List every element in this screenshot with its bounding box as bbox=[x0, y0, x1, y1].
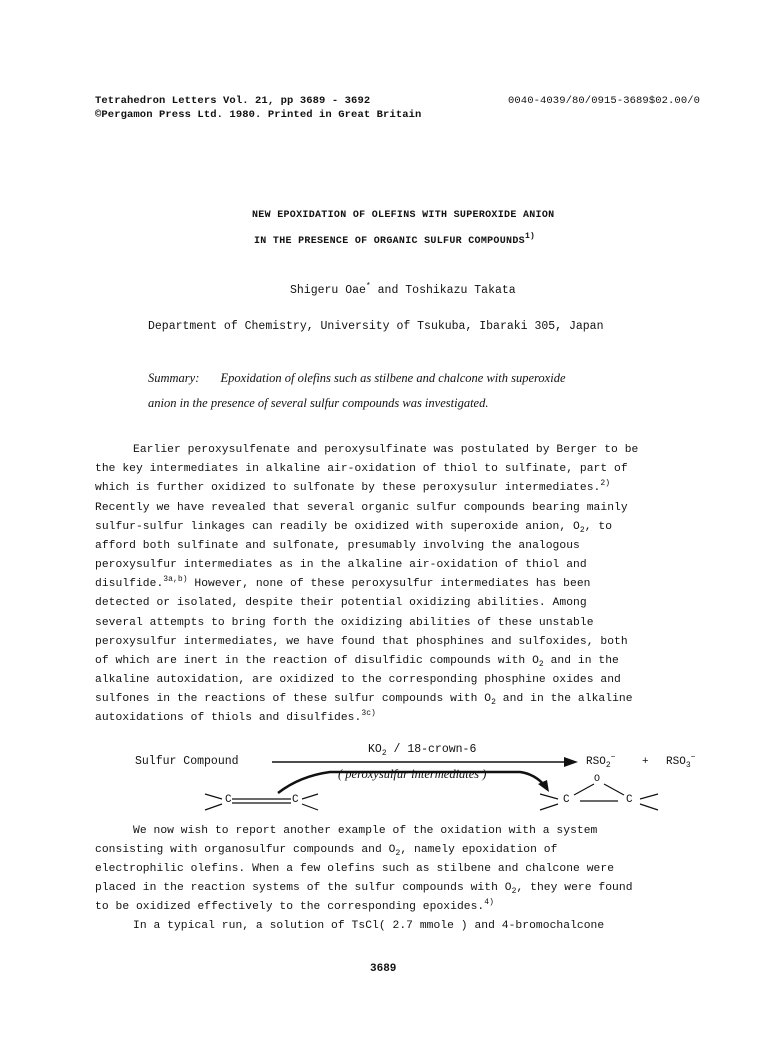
p1-line-14b: and in the alkaline bbox=[495, 693, 633, 705]
p1-line-4: Recently we have revealed that several organic sulfur compounds bearing mainly bbox=[95, 502, 628, 514]
summary-line-2: anion in the presence of several sulfur compounds was investigated. bbox=[148, 396, 489, 410]
p2-line-1: We now wish to report another example of the oxidation with a system bbox=[133, 825, 598, 837]
p1-line-11: peroxysulfur intermediates, we have found that phosphines and sulfoxides, both bbox=[95, 636, 628, 648]
reagent-ko: KO bbox=[368, 743, 382, 756]
intermediate-label: ( peroxysulfur intermediates ) bbox=[338, 767, 487, 781]
olefin-sub-bond bbox=[205, 794, 222, 799]
product-sulfonate bbox=[666, 753, 696, 770]
p2-line-2b: , namely epoxidation of bbox=[400, 844, 558, 856]
p1-line-2: the key intermediates in alkaline air-oxidation of thiol to sulfinate, part of bbox=[95, 463, 628, 475]
corresponding-star: * bbox=[365, 282, 371, 291]
publisher-line: ©Pergamon Press Ltd. 1980. Printed in Great Britain bbox=[95, 109, 422, 121]
p1-line-1: Earlier peroxysulfenate and peroxysulfinate was postulated by Berger to be bbox=[133, 444, 639, 456]
sulfinate-charge: − bbox=[610, 753, 616, 762]
sulfinate-sub: 2 bbox=[605, 761, 611, 770]
reactant-label: Sulfur Compound bbox=[135, 755, 239, 768]
epoxide-sub-bond bbox=[640, 794, 658, 799]
ref-4: 4) bbox=[484, 898, 494, 907]
author-connector: and bbox=[377, 284, 399, 297]
o2-sub: 2 bbox=[491, 698, 496, 707]
p1-line-5a: sulfur-sulfur linkages can readily be oxidized with superoxide anion, O bbox=[95, 521, 580, 533]
author-2: Toshikazu Takata bbox=[405, 284, 516, 297]
o2-sub: 2 bbox=[395, 849, 401, 858]
p1-line-15-text: autoxidations of thiols and disulfides. bbox=[95, 712, 362, 724]
sulfinate-text: RSO bbox=[586, 756, 606, 768]
epoxide-sub-bond bbox=[640, 804, 658, 810]
p1-line-6: afford both sulfinate and sulfonate, presumably involving the analogous bbox=[95, 540, 580, 552]
journal-citation: Tetrahedron Letters Vol. 21, pp 3689 - 3692 bbox=[95, 95, 371, 107]
author-1: Shigeru Oae bbox=[290, 284, 366, 297]
epoxide-oxygen: O bbox=[594, 774, 601, 785]
p1-line-14a: sulfones in the reactions of these sulfur compounds with O bbox=[95, 693, 492, 705]
p2-line-6: In a typical run, a solution of TsCl( 2.7 mmole ) and 4-bromochalcone bbox=[133, 920, 605, 932]
p1-line-8b: However, none of these peroxysulfur intermediates has been bbox=[187, 578, 591, 590]
p2-line-5 bbox=[95, 898, 494, 913]
p2-line-2 bbox=[95, 844, 557, 856]
summary-label: Summary: bbox=[148, 371, 200, 385]
o2-sub: 2 bbox=[538, 660, 544, 669]
epoxide-co-bond bbox=[604, 784, 624, 795]
olefin-carbon-1: C bbox=[225, 794, 232, 806]
olefin-carbon-2: C bbox=[292, 794, 299, 806]
p1-line-5b: , to bbox=[584, 521, 613, 533]
product-sulfinate bbox=[586, 753, 616, 770]
p1-line-7: peroxysulfur intermediates as in the alkaline air-oxidation of thiol and bbox=[95, 559, 587, 571]
p2-line-4b: , they were found bbox=[516, 882, 633, 894]
epoxide-sub-bond bbox=[540, 804, 558, 810]
olefin-sub-bond bbox=[302, 804, 318, 810]
p1-line-13: alkaline autoxidation, are oxidized to the corresponding phosphine oxides and bbox=[95, 674, 621, 686]
sulfonate-text: RSO bbox=[666, 756, 686, 768]
ref-3ab: 3a,b) bbox=[163, 575, 188, 584]
o2-sub: 2 bbox=[511, 887, 517, 896]
p2-line-3: electrophilic olefins. When a few olefins such as stilbene and chalcone were bbox=[95, 863, 615, 875]
product-plus: + bbox=[642, 756, 649, 768]
epoxide-carbon-1: C bbox=[563, 794, 570, 806]
reagent-rest: / 18-crown-6 bbox=[386, 743, 477, 756]
p1-line-3-text: which is further oxidized to sulfonate by these peroxysulur intermediates. bbox=[95, 482, 601, 494]
ref-3c: 3c) bbox=[361, 709, 376, 718]
p1-line-8a: disulfide. bbox=[95, 578, 164, 590]
p1-line-10: several attempts to bring forth the oxidizing abilities of these unstable bbox=[95, 617, 594, 629]
olefin-sub-bond bbox=[205, 804, 222, 810]
p1-line-9: detected or isolated, despite their potential oxidizing abilities. Among bbox=[95, 597, 587, 609]
main-arrow-head bbox=[564, 757, 578, 767]
p1-line-12b: and in the bbox=[543, 655, 619, 667]
sulfonate-sub: 3 bbox=[685, 761, 691, 770]
summary-text-1: Epoxidation of olefins such as stilbene and chalcone with superoxide bbox=[220, 371, 566, 385]
p2-line-5-text: to be oxidized effectively to the corresponding epoxides. bbox=[95, 901, 485, 913]
reagent-sub: 2 bbox=[381, 749, 387, 758]
p2-line-4a: placed in the reaction systems of the sulfur compounds with O bbox=[95, 882, 512, 894]
title-line-1: NEW EPOXIDATION OF OLEFINS WITH SUPEROXIDE ANION bbox=[252, 210, 555, 221]
p2-line-4 bbox=[95, 882, 633, 894]
ref-2: 2) bbox=[600, 479, 611, 488]
title-footnote-ref: 1) bbox=[524, 232, 536, 241]
p1-line-12a: of which are inert in the reaction of disulfidic compounds with O bbox=[95, 655, 539, 667]
o2-sub: 2 bbox=[579, 526, 585, 535]
curved-arrow bbox=[278, 772, 545, 793]
affiliation: Department of Chemistry, University of Tsukuba, Ibaraki 305, Japan bbox=[148, 320, 604, 333]
page-number: 3689 bbox=[370, 963, 397, 975]
article-code: 0040-4039/80/0915-3689$02.00/0 bbox=[508, 95, 701, 107]
p2-line-2a: consisting with organosulfur compounds and O bbox=[95, 844, 396, 856]
title-line-2-text: IN THE PRESENCE OF ORGANIC SULFUR COMPOUNDS bbox=[254, 236, 525, 247]
olefin-sub-bond bbox=[302, 794, 318, 799]
epoxide-sub-bond bbox=[540, 794, 558, 799]
epoxide-co-bond bbox=[574, 784, 594, 795]
epoxide-carbon-2: C bbox=[626, 794, 633, 806]
sulfonate-charge: − bbox=[690, 753, 696, 762]
